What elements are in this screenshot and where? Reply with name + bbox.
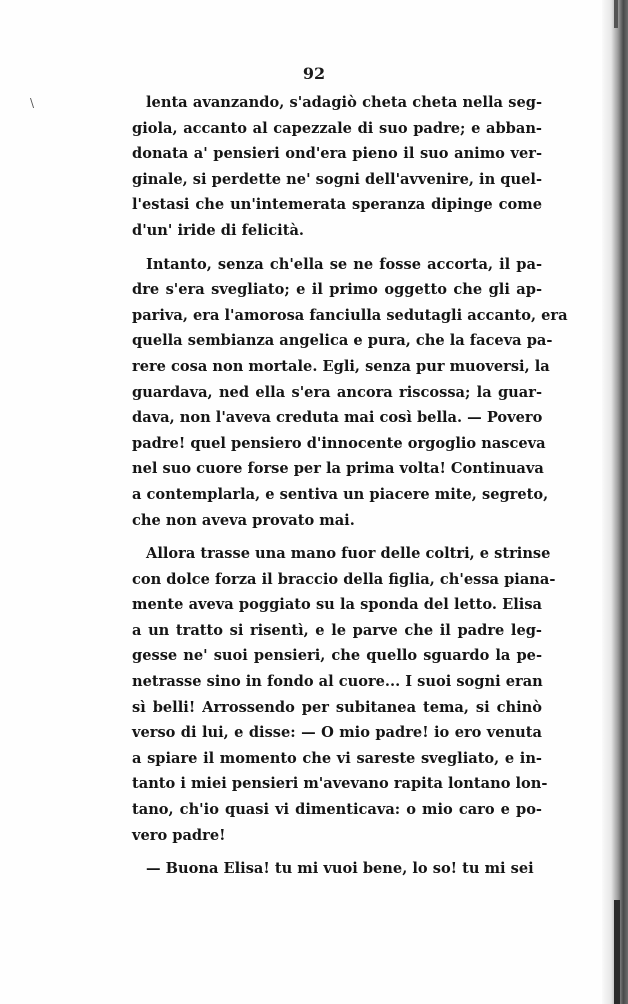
text-line: vero padre! — [132, 826, 226, 844]
paragraph — [132, 252, 568, 534]
text-line: giola, accanto al capezzale di suo padre; e abban- — [132, 119, 542, 137]
paragraph — [132, 90, 542, 244]
text-line: a spiare il momento che vi sareste svegliato, e in- — [132, 749, 542, 767]
text-line: con dolce forza il braccio della figlia, ch'essa piana- — [132, 570, 556, 588]
text-line: rere cosa non mortale. Egli, senza pur muoversi, la — [132, 357, 550, 375]
page-number: 92 — [302, 64, 326, 83]
text-line: dava, non l'aveva creduta mai così bella. — Povero — [132, 409, 543, 427]
paragraph-gap — [132, 533, 542, 541]
text-line: lenta avanzando, s'adagiò cheta cheta nella seg- — [146, 94, 542, 111]
text-line: che non aveva provato mai. — [132, 511, 355, 529]
text-line: Intanto, senza ch'ella se ne fosse accorta, il pa- — [146, 255, 542, 273]
text-line: d'un' iride di felicità. — [132, 221, 304, 239]
text-line: l'estasi che un'intemerata speranza dipinge come — [132, 196, 542, 214]
text-line: ginale, si perdette ne' sogni dell'avvenire, in quel- — [132, 170, 542, 188]
text-line: quella sembianza angelica e pura, che la faceva pa- — [132, 332, 553, 350]
text-line: guardava, ned ella s'era ancora riscossa; la guar- — [132, 383, 542, 401]
text-line: a contemplarla, e sentiva un piacere mite, segreto, — [132, 485, 549, 503]
page-edge-shadow — [602, 0, 628, 1004]
paragraph-gap — [132, 244, 542, 252]
page-edge-binding — [614, 900, 620, 1004]
paragraph-gap — [132, 848, 542, 856]
text-line: dre s'era svegliato; e il primo oggetto che gli ap- — [132, 281, 542, 299]
text-line: donata a' pensieri ond'era pieno il suo animo ver- — [132, 145, 542, 163]
margin-mark: \ — [30, 96, 35, 110]
text-line: pariva, era l'amorosa fanciulla sedutagli accanto, era — [132, 306, 568, 324]
text-line: verso di lui, e disse: — O mio padre! io ero venuta — [132, 724, 542, 742]
text-line: sì belli! Arrossendo per subitanea tema, si chinò — [132, 698, 542, 716]
body-text — [132, 90, 568, 882]
text-line: nel suo cuore forse per la prima volta! Continuava — [132, 460, 544, 478]
text-line: mente aveva poggiato su la sponda del letto. Elisa — [132, 596, 542, 614]
text-line: netrasse sino in fondo al cuore... I suoi sogni eran — [132, 673, 543, 691]
text-line: — Buona Elisa! tu mi vuoi bene, lo so! tu mi sei — [146, 860, 534, 878]
text-line: padre! quel pensiero d'innocente orgoglio nasceva — [132, 434, 546, 452]
text-line: Allora trasse una mano fuor delle coltri, e strinse — [146, 545, 551, 563]
text-line: a un tratto si risentì, e le parve che il padre leg- — [132, 621, 542, 639]
text-line: tanto i miei pensieri m'avevano rapita lontano lon- — [132, 775, 548, 793]
paragraph — [132, 856, 542, 882]
page-edge-mark — [614, 0, 618, 28]
text-line: gesse ne' suoi pensieri, che quello sguardo la pe- — [132, 647, 542, 665]
paragraph — [132, 541, 556, 848]
text-line: tano, ch'io quasi vi dimenticava: o mio caro e po- — [132, 801, 542, 819]
